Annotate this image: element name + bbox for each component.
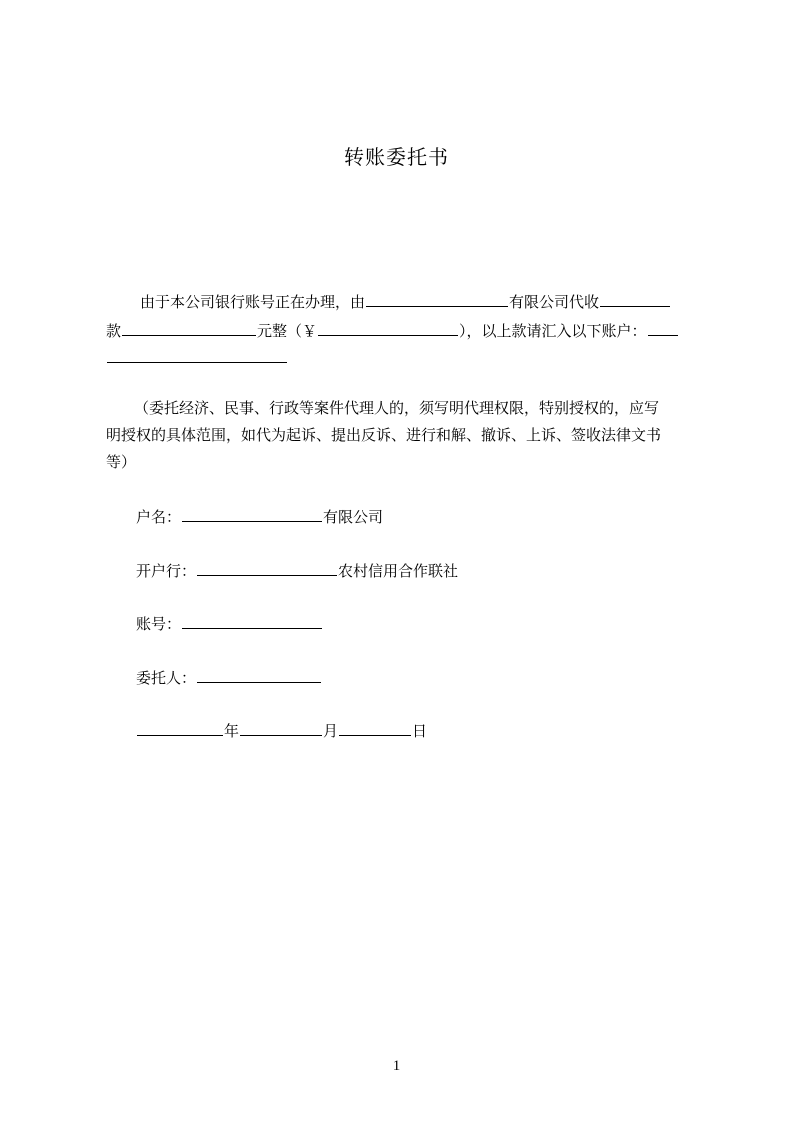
bank-row (136, 559, 458, 581)
amount-words-blank[interactable] (122, 319, 256, 336)
date-row (136, 719, 427, 741)
day-blank[interactable] (339, 719, 411, 736)
amount-figures-blank[interactable] (318, 319, 458, 336)
body-line-2 (106, 319, 679, 341)
bank-label: 开户行： (136, 562, 197, 580)
account-number-row (136, 612, 323, 634)
note-line-1: （委托经济、民事、行政等案件代理人的，须写明代理权限，特别授权的，应写 (134, 399, 660, 417)
body-text-2a: 款 (106, 322, 122, 340)
principal-label: 委托人： (136, 669, 197, 687)
collect-item-blank[interactable] (600, 290, 670, 307)
principal-blank[interactable] (197, 666, 321, 683)
account-blank-b[interactable] (107, 346, 287, 363)
month-blank[interactable] (240, 719, 322, 736)
body-line-1 (140, 290, 671, 312)
year-blank[interactable] (137, 719, 223, 736)
body-text-1a: 由于本公司银行账号正在办理，由 (140, 293, 366, 311)
bank-suffix: 农村信用合作联社 (338, 562, 459, 580)
body-text-1b: 有限公司代收 (509, 293, 600, 311)
account-name-row (136, 505, 383, 527)
body-text-2c: ），以上款请汇入以下账户： (459, 322, 647, 340)
account-name-suffix: 有限公司 (323, 508, 384, 526)
company-blank[interactable] (366, 290, 508, 307)
principal-row (136, 666, 322, 688)
account-number-blank[interactable] (182, 612, 322, 629)
account-blank-a[interactable] (648, 319, 678, 336)
account-name-label: 户名： (136, 508, 182, 526)
page-number: 1 (392, 1058, 401, 1074)
account-name-blank[interactable] (182, 505, 322, 522)
body-text-2b: 元整（￥ (257, 322, 318, 340)
year-label: 年 (224, 722, 240, 740)
document-title: 转账委托书 (344, 145, 449, 169)
note-line-2: 明授权的具体范围，如代为起诉、提出反诉、进行和解、撤诉、上诉、签收法律文书 (106, 426, 662, 444)
account-number-label: 账号： (136, 615, 182, 633)
day-label: 日 (412, 722, 428, 740)
bank-blank[interactable] (197, 559, 337, 576)
body-line-3 (106, 346, 288, 368)
month-label: 月 (323, 722, 339, 740)
note-line-3: 等） (106, 453, 137, 471)
